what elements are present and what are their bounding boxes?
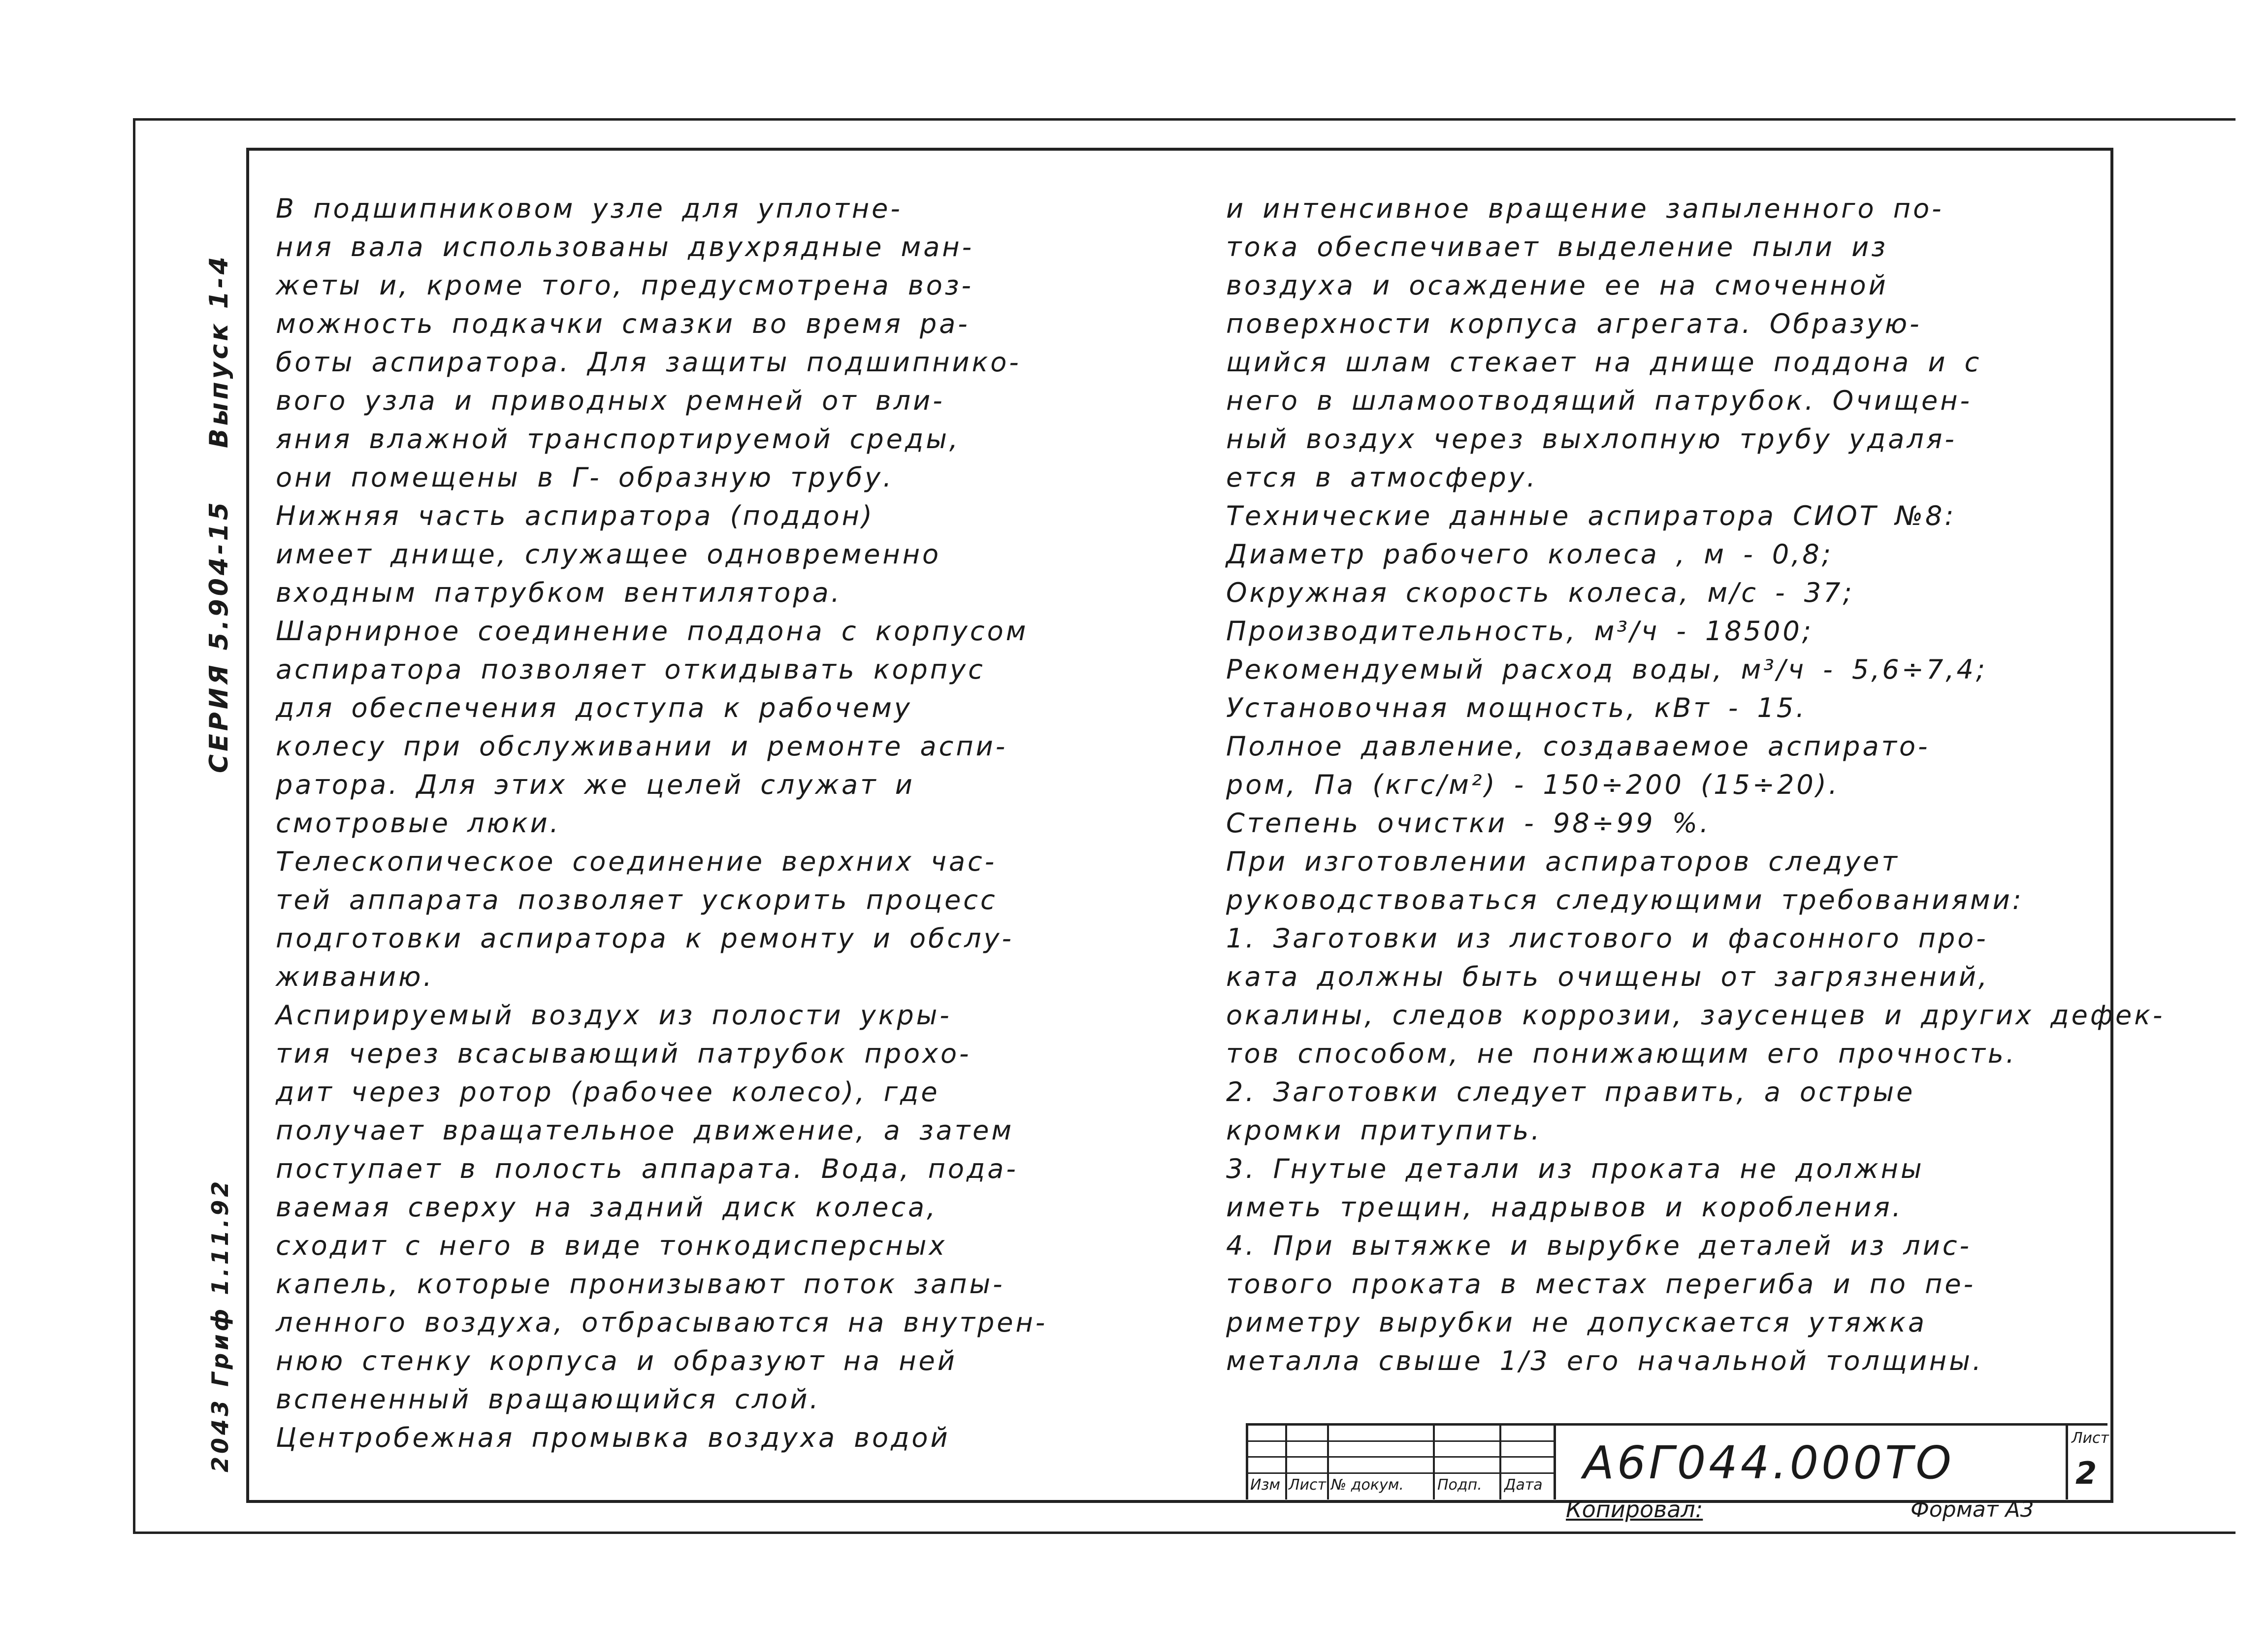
- text-line: ром, Па (кгс/м²) - 150÷200 (15÷20).: [1226, 769, 1840, 800]
- text-line: живанию.: [276, 961, 434, 992]
- sheet-column-divider: [2066, 1426, 2068, 1499]
- text-line: Диаметр рабочего колеса , м - 0,8;: [1226, 539, 1833, 570]
- text-line: риметру вырубки не допускается утяжка: [1226, 1307, 1927, 1338]
- grid-line: [1248, 1472, 1554, 1474]
- text-line: получает вращательное движение, а затем: [276, 1115, 1014, 1146]
- left-text-column: [276, 190, 1162, 1457]
- title-block: [1246, 1423, 2107, 1499]
- text-line: и интенсивное вращение запыленного по-: [1226, 193, 1944, 224]
- text-line: Рекомендуемый расход воды, м³/ч - 5,6÷7,4;: [1226, 654, 1988, 685]
- text-line: ный воздух через выхлопную трубу удаля-: [1226, 424, 1957, 455]
- title-block-divider: [1554, 1426, 1556, 1499]
- col-header-sheet: Лист: [1289, 1476, 1327, 1494]
- text-line: В подшипниковом узле для уплотне-: [276, 193, 903, 224]
- grid-line: [1248, 1440, 1554, 1442]
- text-line: поверхности корпуса агрегата. Образую-: [1226, 308, 1922, 339]
- sheet-label: Лист: [2072, 1430, 2109, 1447]
- text-line: Окружная скорость колеса, м/с - 37;: [1226, 577, 1854, 608]
- text-line: щийся шлам стекает на днище поддона и с: [1226, 347, 1982, 378]
- text-line: ваемая сверху на задний диск колеса,: [276, 1192, 938, 1223]
- text-line: кромки притупить.: [1226, 1115, 1542, 1146]
- text-line: Степень очистки - 98÷99 %.: [1226, 808, 1711, 839]
- text-line: тока обеспечивает выделение пыли из: [1226, 231, 1888, 262]
- text-line: нюю стенку корпуса и образуют на ней: [276, 1345, 957, 1376]
- text-line: окалины, следов коррозии, заусенцев и других дефек-: [1226, 1000, 2165, 1031]
- col-header-doc-number: № докум.: [1331, 1476, 1404, 1494]
- text-line: него в шламоотводящий патрубок. Очищен-: [1226, 385, 1973, 416]
- text-line: Производительность, м³/ч - 18500;: [1226, 616, 1814, 647]
- text-line: подготовки аспиратора к ремонту и обслу-: [276, 923, 1014, 954]
- text-line: вспененный вращающийся слой.: [276, 1384, 821, 1415]
- text-line: Нижняя часть аспиратора (поддон): [276, 500, 875, 531]
- signature-stamp: 2043 Гриф 1.11.92: [207, 1178, 233, 1472]
- text-line: Установочная мощность, кВт - 15.: [1226, 692, 1807, 723]
- text-line: колесу при обслуживании и ремонте аспи-: [276, 731, 1008, 762]
- copied-by-label: Копировал:: [1566, 1496, 1703, 1523]
- sheet-number: 2: [2075, 1455, 2097, 1491]
- text-line: тового проката в местах перегиба и по пе-: [1226, 1269, 1976, 1300]
- text-line: капель, которые пронизывают поток запы-: [276, 1269, 1005, 1300]
- text-line: 1. Заготовки из листового и фасонного про-: [1226, 923, 1988, 954]
- text-line: жеты и, кроме того, предусмотрена воз-: [276, 270, 973, 301]
- col-header-date: Дата: [1504, 1476, 1543, 1494]
- text-line: тей аппарата позволяет ускорить процесс: [276, 884, 998, 915]
- issue-label: Выпуск 1-4: [204, 254, 234, 448]
- text-line: Аспирируемый воздух из полости укры-: [276, 1000, 952, 1031]
- text-line: 3. Гнутые детали из проката не должны: [1226, 1153, 1924, 1184]
- text-line: 4. При вытяжке и вырубке деталей из лис-: [1226, 1230, 1972, 1261]
- text-line: яния влажной транспортируемой среды,: [276, 424, 961, 455]
- text-line: ратора. Для этих же целей служат и: [276, 769, 915, 800]
- text-line: Шарнирное соединение поддона с корпусом: [276, 616, 1029, 647]
- col-header-change: Изм: [1250, 1476, 1281, 1494]
- grid-line: [1248, 1456, 1554, 1458]
- text-line: руководствоваться следующими требованиями:: [1226, 884, 2024, 915]
- text-line: они помещены в Г- образную трубу.: [276, 462, 894, 493]
- grid-line: [1499, 1426, 1501, 1499]
- text-line: иметь трещин, надрывов и коробления.: [1226, 1192, 1903, 1223]
- text-line: тия через всасывающий патрубок прохо-: [276, 1038, 972, 1069]
- text-line: боты аспиратора. Для защиты подшипнико-: [276, 347, 1021, 378]
- text-line: дит через ротор (рабочее колесо), где: [276, 1076, 940, 1108]
- text-line: Полное давление, создаваемое аспирато-: [1226, 731, 1930, 762]
- text-line: вого узла и приводных ремней от вли-: [276, 385, 945, 416]
- format-label: Формат А3: [1911, 1497, 2034, 1522]
- col-header-signature: Подп.: [1437, 1476, 1482, 1494]
- text-line: можность подкачки смазки во время ра-: [276, 308, 970, 339]
- text-line: ется в атмосферу.: [1226, 462, 1538, 493]
- revision-grid: [1248, 1426, 1554, 1499]
- text-line: входным патрубком вентилятора.: [276, 577, 842, 608]
- text-line: поступает в полость аппарата. Вода, пода-: [276, 1153, 1018, 1184]
- text-line: для обеспечения доступа к рабочему: [276, 692, 912, 723]
- text-line: ния вала использованы двухрядные ман-: [276, 231, 974, 262]
- right-text-column: [1226, 190, 2165, 1380]
- grid-line: [1433, 1426, 1435, 1499]
- text-line: имеет днище, служащее одновременно: [276, 539, 941, 570]
- text-line: аспиратора позволяет откидывать корпус: [276, 654, 985, 685]
- text-line: сходит с него в виде тонкодисперсных: [276, 1230, 947, 1261]
- text-line: металла свыше 1/3 его начальной толщины.: [1226, 1345, 1984, 1376]
- text-line: тов способом, не понижающим его прочность.: [1226, 1038, 2017, 1069]
- document-code: А6Г044.000ТО: [1583, 1436, 1954, 1489]
- text-line: При изготовлении аспираторов следует: [1226, 846, 1900, 877]
- text-line: 2. Заготовки следует править, а острые: [1226, 1076, 1915, 1108]
- text-line: Технические данные аспиратора СИОТ №8:: [1226, 500, 1956, 531]
- text-line: смотровые люки.: [276, 808, 561, 839]
- grid-line: [1285, 1426, 1287, 1499]
- series-label: СЕРИЯ 5.904-15: [204, 499, 234, 773]
- text-line: Центробежная промывка воздуха водой: [276, 1422, 950, 1453]
- text-line: ката должны быть очищены от загрязнений,: [1226, 961, 1990, 992]
- text-line: Телескопическое соединение верхних час-: [276, 846, 997, 877]
- grid-line: [1327, 1426, 1329, 1499]
- text-line: воздуха и осаждение ее на смоченной: [1226, 270, 1888, 301]
- text-line: ленного воздуха, отбрасываются на внутрен-: [276, 1307, 1048, 1338]
